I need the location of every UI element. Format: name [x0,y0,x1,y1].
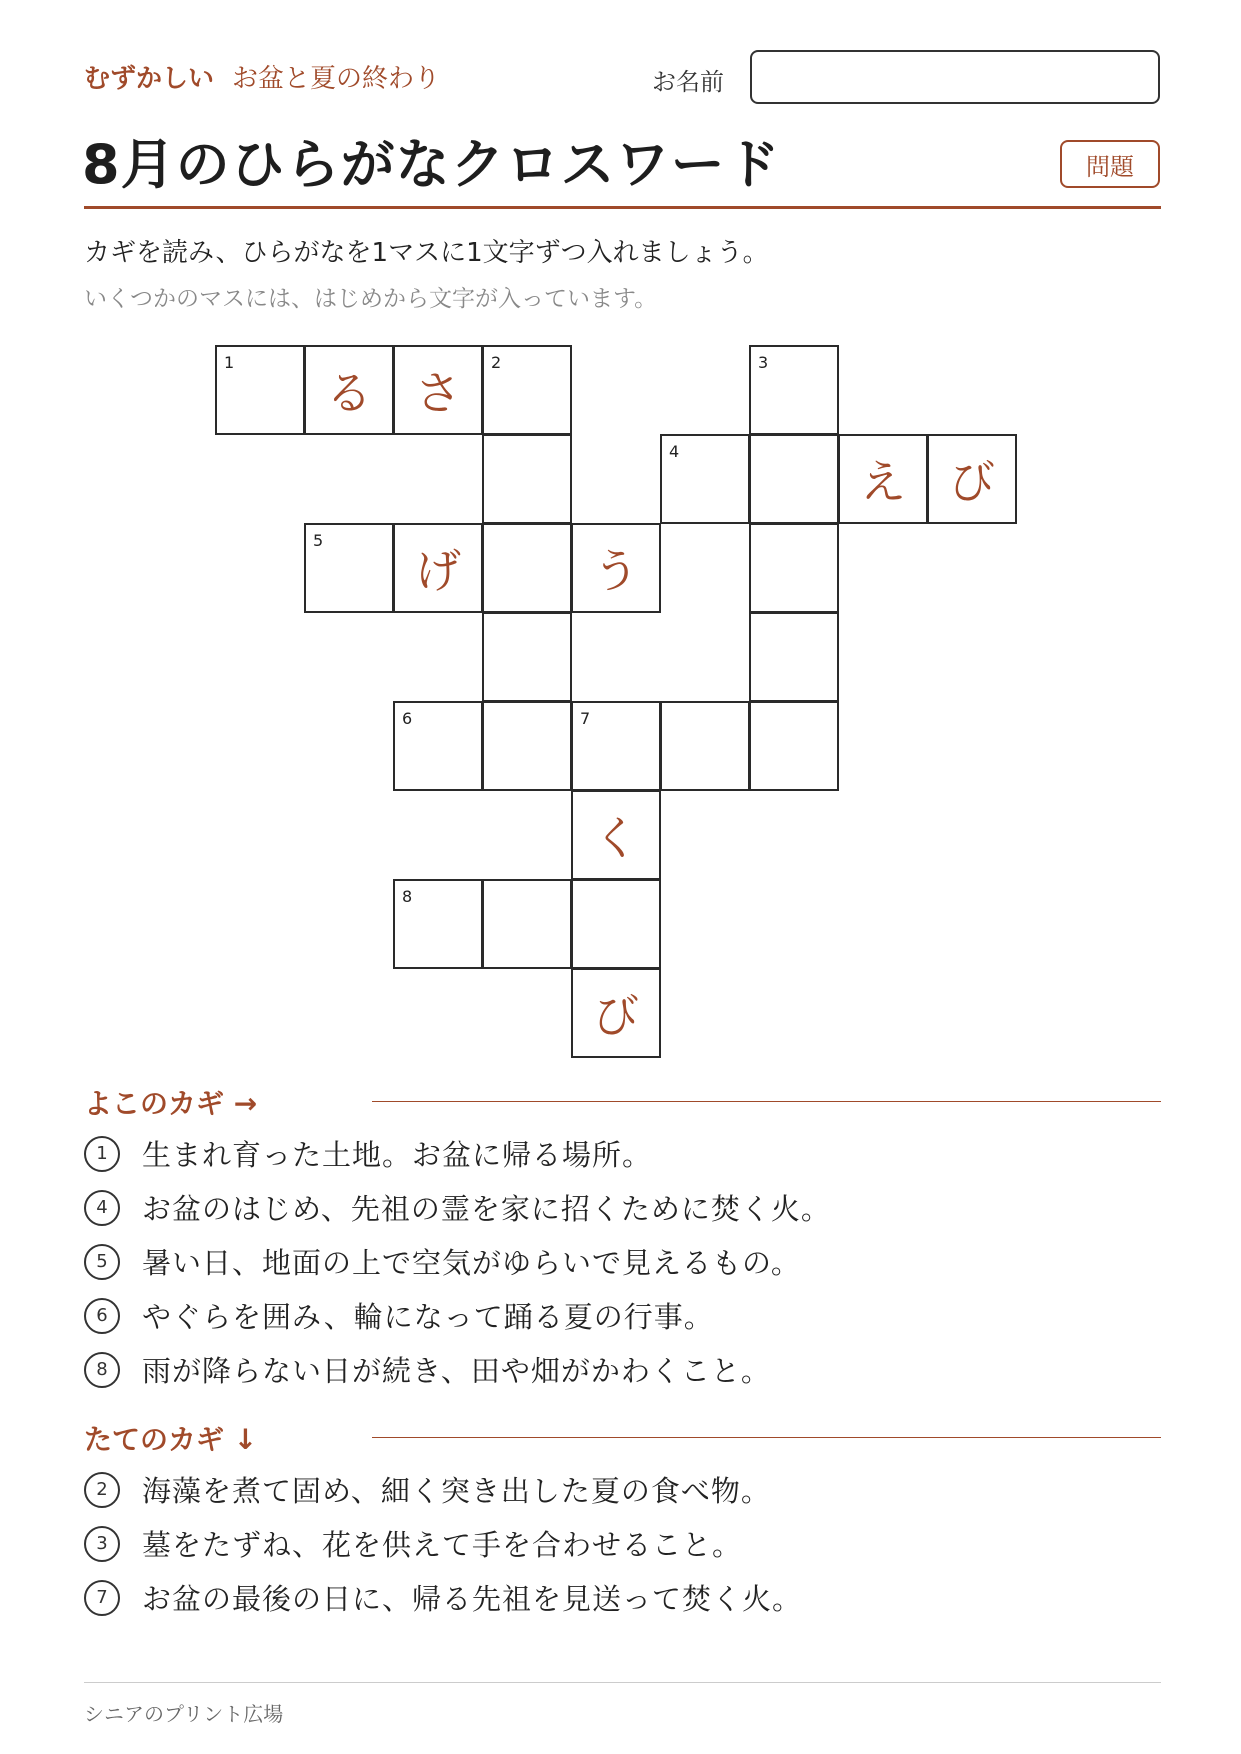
clue-item [84,1469,771,1510]
cell-number: 5 [313,531,324,550]
cell-number: 8 [402,887,413,906]
cell-number: 6 [402,709,413,728]
clue-text: お盆のはじめ、先祖の霊を家に招くために焚く火。 [142,1192,831,1226]
title-divider [84,206,1161,209]
cell-prefilled-char: く [593,811,639,865]
clue-text: 暑い日、地面の上で空気がゆらいで見えるもの。 [142,1246,801,1280]
clue-number: 3 [84,1526,120,1562]
grid-cell[interactable] [482,523,572,613]
instruction-main: カギを読み、ひらがなを1マスに1文字ずつ入れましょう。 [84,238,769,268]
down-divider [372,1437,1161,1438]
cell-number: 3 [758,353,769,372]
clue-number: 7 [84,1580,120,1616]
cell-number: 1 [224,353,235,372]
grid-cell [571,523,661,613]
grid-cell[interactable] [482,612,572,702]
grid-cell [838,434,928,524]
cell-prefilled-char: え [860,455,906,509]
grid-cell[interactable] [571,879,661,969]
cell-prefilled-char: る [326,366,372,420]
grid-cell[interactable] [393,879,483,969]
grid-cell[interactable] [482,879,572,969]
clue-text: 海藻を煮て固め、細く突き出した夏の食べ物。 [142,1474,771,1508]
name-field[interactable] [750,50,1160,104]
grid-cell [927,434,1017,524]
clue-item [84,1133,652,1174]
name-label: お名前 [652,68,724,96]
grid-cell [393,345,483,435]
clue-item [84,1523,742,1564]
cell-number: 4 [669,442,680,461]
grid-cell [571,968,661,1058]
footer-divider [84,1682,1161,1683]
clue-number: 1 [84,1136,120,1172]
page-title: 8月のひらがなクロスワード [82,133,781,196]
clue-text: 雨が降らない日が続き、田や畑がかわくこと。 [142,1354,771,1388]
footer-text: シニアのプリント広場 [84,1702,284,1726]
clue-number: 5 [84,1244,120,1280]
clue-text: やぐらを囲み、輪になって踊る夏の行事。 [142,1300,714,1334]
cell-prefilled-char: び [949,455,995,509]
clue-item [84,1577,802,1618]
clue-item [84,1241,801,1282]
across-heading: よこのカギ → [84,1087,258,1120]
grid-cell [304,345,394,435]
clue-text: 墓をたずね、花を供えて手を合わせること。 [142,1528,743,1562]
theme-label: お盆と夏の終わり [232,64,441,94]
across-divider [372,1101,1161,1102]
clue-number: 4 [84,1190,120,1226]
grid-cell[interactable] [482,701,572,791]
grid-cell[interactable] [482,345,572,435]
clue-number: 6 [84,1298,120,1334]
grid-cell [393,523,483,613]
clue-item [84,1349,771,1390]
clue-item [84,1187,831,1228]
cell-prefilled-char: げ [415,544,461,598]
grid-cell[interactable] [749,434,839,524]
cell-prefilled-char: う [593,544,639,598]
grid-cell[interactable] [482,434,572,524]
cell-prefilled-char: び [593,989,639,1043]
grid-cell[interactable] [660,701,750,791]
instruction-sub: いくつかのマスには、はじめから文字が入っています。 [84,286,658,312]
grid-cell[interactable] [749,523,839,613]
grid-cell[interactable] [749,612,839,702]
grid-cell[interactable] [660,434,750,524]
cell-prefilled-char: さ [415,366,461,420]
grid-cell[interactable] [571,701,661,791]
clue-number: 2 [84,1472,120,1508]
clue-text: お盆の最後の日に、帰る先祖を見送って焚く火。 [142,1582,803,1616]
cell-number: 7 [580,709,591,728]
grid-cell[interactable] [215,345,305,435]
cell-number: 2 [491,353,502,372]
grid-cell[interactable] [304,523,394,613]
grid-cell[interactable] [749,345,839,435]
clue-item [84,1295,714,1336]
clue-number: 8 [84,1352,120,1388]
problem-badge: 問題 [1060,140,1160,188]
difficulty-label: むずかしい [84,64,215,94]
down-heading: たてのカギ ↓ [84,1423,258,1456]
grid-cell [571,790,661,880]
grid-cell[interactable] [393,701,483,791]
clue-text: 生まれ育った土地。お盆に帰る場所。 [142,1138,653,1172]
grid-cell[interactable] [749,701,839,791]
